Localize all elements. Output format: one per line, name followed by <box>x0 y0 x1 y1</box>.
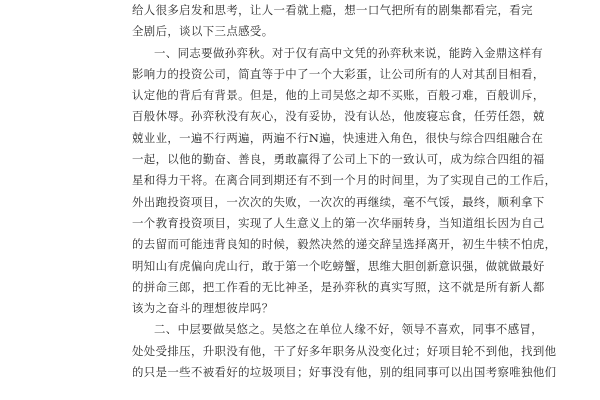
document-line: 该为之奋斗的理想彼岸吗？ <box>132 301 274 316</box>
document-line: 的只是一些不被看好的垃圾项目；好事没有他，别的组同事可以出国考察唯独他们 <box>132 365 557 380</box>
document-line: 影响力的投资公司，简直等于中了一个大彩蛋，让公司所有的人对其刮目相看， <box>132 66 545 81</box>
document-line: 二、中层要做吴悠之。吴悠之在单位人缘不好，领导不喜欢，同事不感冒， <box>154 322 544 337</box>
document-line: 外出跑投资项目，一次次的失败，一次次的再继续，毫不气馁，最终，顺利拿下 <box>132 194 545 209</box>
document-line: 一、同志要做孙弈秋。对于仅有高中文凭的孙弈秋来说，能跨入金鼎这样有 <box>154 45 544 60</box>
document-body <box>132 0 557 383</box>
document-line: 一个教育投资项目，实现了人生意义上的第一次华丽转身，当知道组长因为自己 <box>132 215 545 230</box>
document-line: 的拼命三郎，把工作看的无比神圣，是孙弈秋的真实写照，这不就是所有新人都 <box>132 279 545 294</box>
document-line: 全剧后，谈以下三点感受。 <box>132 24 274 39</box>
document-line: 明知山有虎偏向虎山行，敢于第一个吃螃蟹，思维大胆创新意识强，做就做最好 <box>132 258 545 273</box>
document-line: 一起，以他的勤奋、善良，勇敢赢得了公司上下的一致认可，成为综合四组的福 <box>132 152 545 167</box>
document-line: 给人很多启发和思考，让人一看就上瘾，想一口气把所有的剧集都看完，看完 <box>132 3 533 17</box>
document-line: 兢业业，一遍不行两遍，两遍不行N遍，快速进入角色，很快与综合四组融合在 <box>132 130 544 145</box>
document-line: 的去留而可能违背良知的时候，毅然决然的递交辞呈选择离开，初生牛犊不怕虎， <box>132 237 557 252</box>
document-line: 星和得力干将。在离合同到期还有不到一个月的时间里，为了实现自己的工作后， <box>132 173 557 188</box>
document-line: 百般休辱。孙弈秋没有灰心，没有妥协，没有认怂，他废寝忘食，任劳任怨，兢 <box>132 109 545 124</box>
document-line: 认定他的背后有背景。但是，他的上司吴悠之却不买账，百般刁难，百般训斥， <box>132 88 545 103</box>
document-line: 处处受排压，升职没有他，干了好多年职务从没变化过；好项目轮不到他，找到他 <box>132 343 557 358</box>
